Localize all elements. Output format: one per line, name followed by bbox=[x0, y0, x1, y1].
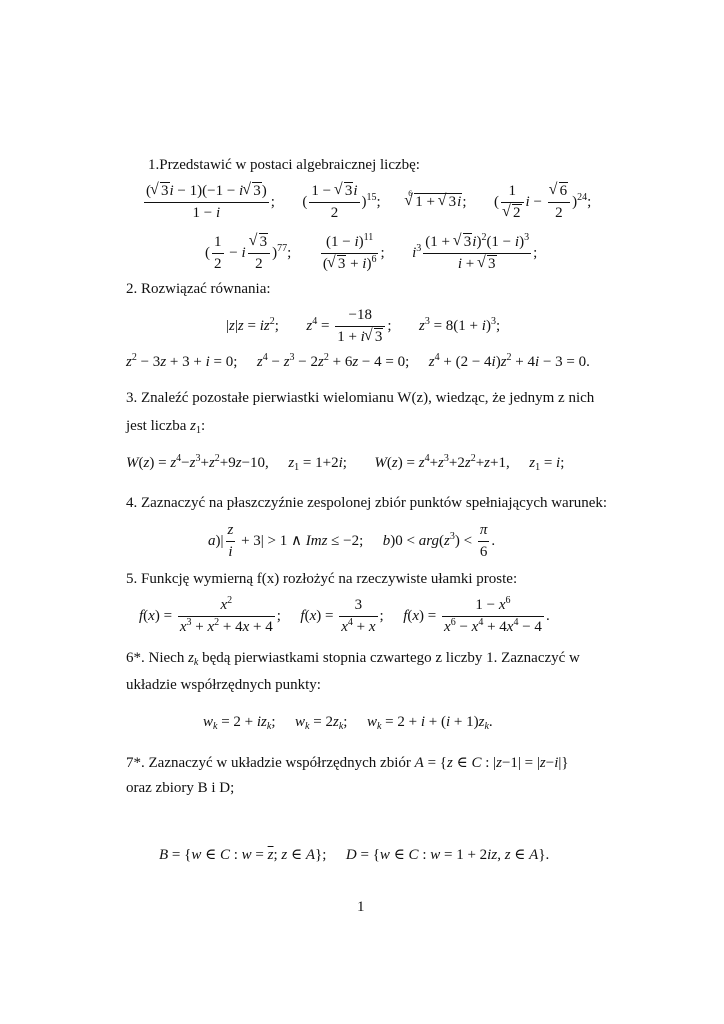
problem-6-line-2: układzie współrzędnych punkty: bbox=[126, 677, 321, 693]
problem-5-functions: f(x) = $\frac{x^2}{x^3 + x^2 + 4x + 4}$ ; f(x) = $\frac{3}{x^4 + x}$ ; f(x) = $\frac{1 - x^6}{x^6 - x^4 + 4x^4 - 4}$ . bbox=[139, 595, 550, 635]
problem-1-row-1: $\frac{( √ 3i - 1)(-1 - i √ 3)}{1 - i}$ ; ( $\frac{1 - √ 3i}{2}$ )$^{15}$; $^6$√ 1 + √ 3i; ( 1 √ 2 i − √ $\frac{6}{2}$ )$^{24}$; bbox=[142, 183, 591, 222]
expr-1f: $\frac{(1 - i)^{11}}{( √ 3 + i)^6}$ bbox=[321, 234, 379, 273]
expr-1e: $\frac{1}{2}$ bbox=[214, 234, 222, 272]
expr-1g: $i^3$ $\frac{(1 + √ 3i)^2(1 - i)^3}{i + √ 3}$ ; bbox=[412, 245, 537, 261]
problem-2-title: 2. Rozwiązać równania: bbox=[126, 281, 271, 297]
expr-1a: $\frac{( √ 3i - 1)(-1 - i √ 3)}{1 - i}$ bbox=[144, 183, 269, 222]
expr-1d: 1 √ 2 bbox=[501, 183, 524, 222]
problem-3-line-1: 3. Znaleźć pozostałe pierwiastki wielomianu W(z), wiedząc, że jednym z nich bbox=[126, 390, 595, 406]
problem-2-row-2: $z^2 - 3z + 3 + i = 0$; $z^4 - z^3 - 2z^2 + 6z - 4 = 0$; $z^4 + (2 - 4i)z^2 + 4i - 3 = 0$. bbox=[126, 352, 590, 370]
problem-3-equations: $W(z) = z^4-z^3+z^2+9z-10$, $z_1 = 1+2i$; $W(z) = z^4+z^3+2z^2+z+1$, $z_1 = i$; bbox=[126, 453, 565, 473]
page-number: 1 bbox=[357, 899, 365, 915]
problem-5-title: 5. Funkcję wymierną f(x) rozłożyć na rzeczywiste ułamki proste: bbox=[126, 571, 518, 587]
expr-1c: $^6$√ 1 + √ 3i; bbox=[408, 194, 466, 210]
problem-2-row-1: $|z|z = iz^2$; $z^4$ = $\frac{-18}{1 + i √ 3}$ ; $z^3 = 8(1 + i)^3$; bbox=[226, 307, 500, 346]
problem-6-line-1: 6*. Niech $z_k$ będą pierwiastkami stopnia czwartego z liczby 1. Zaznaczyć w bbox=[126, 650, 580, 668]
problem-7-line-1: 7*. Zaznaczyć w układzie współrzędnych zbiór A = {z ∈ C : |z−1| = |z−i|} bbox=[126, 755, 569, 771]
problem-4-conditions: a)| $\frac{z}{i}$ + 3| > 1 ∧ Imz ≤ −2; $b)0 < arg(z^3)$ < $\frac{\pi}{6}$ . bbox=[208, 522, 496, 560]
problem-7-line-2: oraz zbiory B i D; bbox=[126, 780, 235, 796]
problem-4-title: 4. Zaznaczyć na płaszczyźnie zespolonej zbiór punktów spełniających warunek: bbox=[126, 495, 608, 511]
problem-6-points: $w_k = 2 + iz_k$; $w_k = 2z_k$; $w_k = 2 + i + (i + 1)z_k$. bbox=[203, 714, 493, 732]
problem-1-row-2: ( $\frac{1}{2}$ − i √ $\frac{3}{2}$ )$^{77}$; $\frac{(1 - i)^{11}}{( √ 3 + i)^6}$ ; $i^3$ $\frac{(1 + √ 3i)^2(1 - i)^3}{i + √ 3}$ ; bbox=[205, 234, 537, 273]
problem-1-title: 1.Przedstawić w postaci algebraicznej liczbę: bbox=[148, 157, 420, 173]
problem-3-line-2: jest liczba $z_1$: bbox=[126, 418, 206, 436]
expr-1b: $\frac{1 - √ 3i}{2}$ bbox=[309, 183, 359, 222]
problem-7-sets: B = {w ∈ C : $w = \overline{z}$; z ∈ A}; D = {w ∈ C : w = 1 + 2iz, z ∈ A}. bbox=[159, 847, 550, 863]
